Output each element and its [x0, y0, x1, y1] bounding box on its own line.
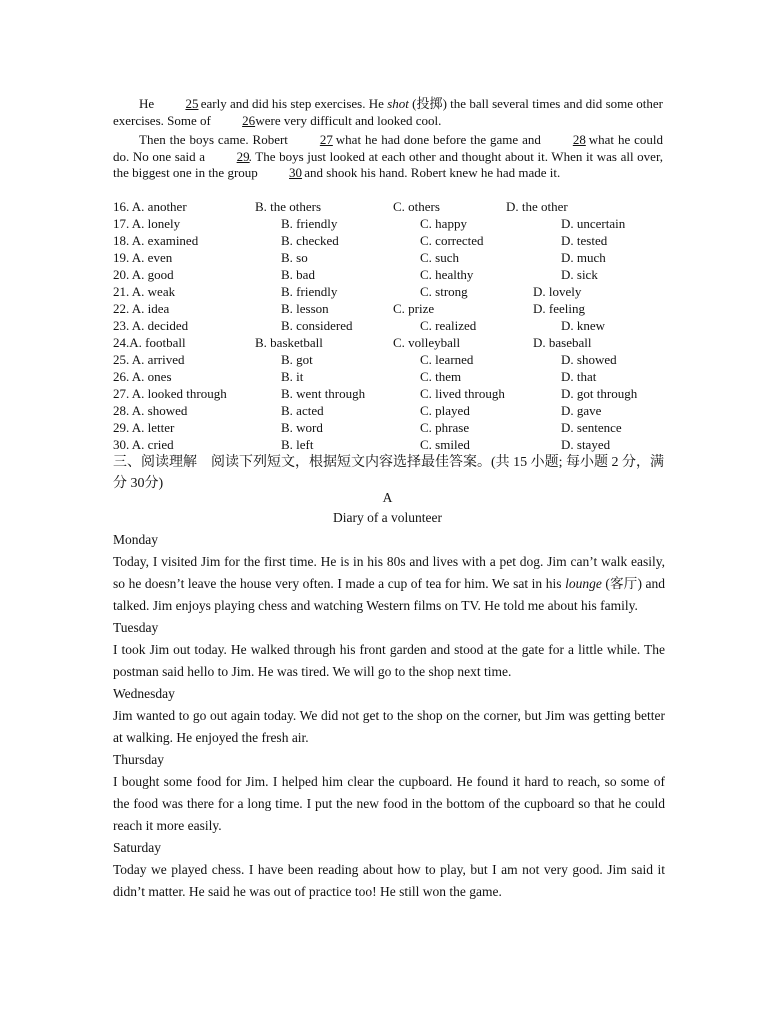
option-row	[113, 334, 673, 351]
option-row	[113, 283, 673, 300]
option-b: B. word	[281, 420, 323, 435]
option-c: C. such	[420, 250, 459, 265]
italic-word: lounge	[565, 576, 602, 591]
option-row	[113, 402, 673, 419]
day-heading: Tuesday	[113, 620, 159, 635]
option-d: D. uncertain	[561, 216, 626, 231]
option-list	[113, 198, 673, 453]
cloze-text: what he had done before the game and	[335, 132, 541, 147]
option-d: D. the other	[506, 199, 568, 214]
cloze-text: Then the boys came. Robert	[139, 132, 288, 147]
diary-entry: I bought some food for Jim. I helped him clear the cupboard. He found it hard to reach, so some of the food was there for a long time. I put the new food in the bottom of the cupboard so that he could reach it more easily.	[113, 774, 665, 833]
option-d: D. stayed	[561, 437, 611, 452]
option-a: 28. A. showed	[113, 403, 188, 418]
diary-entry: Today we played chess. I have been reading about how to play, but I am not very good. Jim said it didn’t matter. He said he was out of practice too! He still won the game.	[113, 862, 665, 899]
italic-word: shot	[387, 96, 409, 111]
passage-title: Diary of a volunteer	[332, 510, 443, 525]
option-b: B. considered	[281, 318, 353, 333]
option-a: 20. A. good	[113, 267, 174, 282]
option-row	[113, 317, 673, 334]
option-a: 25. A. arrived	[113, 352, 185, 367]
blank-28: 28	[572, 132, 586, 147]
option-c: C. healthy	[420, 267, 474, 282]
diary-entry: I took Jim out today. He walked through his front garden and stood at the gate for a little while. The postman said hello to Jim. He was tired. We will go to the shop next time.	[113, 642, 665, 679]
option-row	[113, 215, 673, 232]
option-a: 27. A. looked through	[113, 386, 227, 401]
option-b: B. bad	[281, 267, 315, 282]
option-a: 16. A. another	[113, 199, 187, 214]
cloze-text: and shook his hand. Robert knew he had made it.	[304, 165, 561, 180]
option-d: D. sentence	[561, 420, 622, 435]
option-d: D. feeling	[533, 301, 585, 316]
option-c: C. others	[393, 199, 440, 214]
option-a: 23. A. decided	[113, 318, 189, 333]
option-b: B. checked	[281, 233, 339, 248]
option-d: D. knew	[561, 318, 606, 333]
option-c: C. corrected	[420, 233, 484, 248]
option-a: 18. A. examined	[113, 233, 199, 248]
passage-letter: A	[382, 490, 393, 505]
option-c: C. happy	[420, 216, 467, 231]
option-b: B. basketball	[255, 335, 323, 350]
option-a: 24.A. football	[113, 335, 186, 350]
day-heading: Wednesday	[113, 686, 175, 701]
option-a: 29. A. letter	[113, 420, 175, 435]
option-row	[113, 385, 673, 402]
option-c: C. volleyball	[393, 335, 461, 350]
option-c: C. learned	[420, 352, 474, 367]
cloze-text: (投掷) the ball several times and did some other exercises. Some of	[113, 96, 664, 128]
option-c: C. realized	[420, 318, 477, 333]
option-d: D. that	[561, 369, 597, 384]
diary-passage	[113, 529, 665, 903]
option-row	[113, 232, 673, 249]
day-heading: Monday	[113, 532, 158, 547]
option-b: B. so	[281, 250, 308, 265]
option-c: C. them	[420, 369, 462, 384]
option-b: B. the others	[255, 199, 322, 214]
cloze-text: were very difficult and looked cool.	[255, 112, 442, 128]
option-b: B. went through	[281, 386, 366, 401]
day-heading: Thursday	[113, 752, 164, 767]
cloze-text: early and did his step exercises. He	[200, 96, 384, 111]
option-d: D. sick	[561, 267, 598, 282]
blank-26: 26	[242, 112, 256, 128]
option-a: 22. A. idea	[113, 301, 170, 316]
blank-25: 25	[185, 96, 199, 111]
option-d: D. much	[561, 250, 606, 265]
option-d: D. tested	[561, 233, 608, 248]
option-row	[113, 266, 673, 283]
option-c: C. strong	[420, 284, 468, 299]
option-c: C. prize	[393, 301, 435, 316]
option-row	[113, 198, 673, 215]
option-row	[113, 351, 673, 368]
diary-entry: Jim wanted to go out again today. We did not get to the shop on the corner, but Jim was getting better at walking. He enjoyed the fresh air.	[113, 708, 665, 745]
entry-text: Today, I visited Jim for the first time. He is in his 80s and lives with a pet dog. Jim can’t walk easily, so he doesn’t leave the house very often. I made a cup of tea for him. We sat in his	[113, 554, 665, 591]
option-d: D. showed	[561, 352, 617, 367]
option-row	[113, 249, 673, 266]
option-b: B. it	[281, 369, 304, 384]
option-row	[113, 419, 673, 436]
option-b: B. friendly	[281, 216, 338, 231]
cloze-text: . The boys just looked at each other and thought about it. When it was all over, the biggest one in the group	[113, 148, 664, 180]
option-b: B. got	[281, 352, 313, 367]
option-a: 26. A. ones	[113, 369, 172, 384]
blank-30: 30	[289, 165, 303, 180]
blank-27: 27	[319, 132, 333, 147]
option-a: 19. A. even	[113, 250, 173, 265]
option-d: D. baseball	[533, 335, 592, 350]
option-d: D. lovely	[533, 284, 582, 299]
option-b: B. acted	[281, 403, 324, 418]
section-heading: 三、阅读理解 阅读下列短文，根据短文内容选择最佳答案。(共 15 小题; 每小题 2 分，满分 30分)	[113, 455, 665, 491]
cloze-text: what he could do. No one said a	[113, 132, 664, 164]
option-row	[113, 436, 673, 453]
cloze-paragraph-2	[113, 132, 663, 182]
day-heading: Saturday	[113, 840, 161, 855]
option-row	[113, 368, 673, 385]
option-row	[113, 300, 673, 317]
option-a: 30. A. cried	[113, 437, 174, 452]
option-b: B. left	[281, 437, 314, 452]
blank-29: 29	[236, 148, 250, 164]
option-a: 21. A. weak	[113, 284, 176, 299]
option-d: D. gave	[561, 403, 602, 418]
option-c: C. phrase	[420, 420, 470, 435]
entry-text: (客厅) and talked. Jim enjoys playing chess and watching Western films on TV. He told me about his family.	[113, 576, 666, 613]
cloze-paragraph-1	[113, 96, 663, 129]
option-c: C. smiled	[420, 437, 470, 452]
option-c: C. lived through	[420, 386, 505, 401]
option-b: B. lesson	[281, 301, 329, 316]
option-d: D. got through	[561, 386, 638, 401]
option-a: 17. A. lonely	[113, 216, 181, 231]
cloze-text: He	[139, 96, 155, 111]
option-b: B. friendly	[281, 284, 338, 299]
option-c: C. played	[420, 403, 470, 418]
diary-entry	[113, 551, 665, 617]
